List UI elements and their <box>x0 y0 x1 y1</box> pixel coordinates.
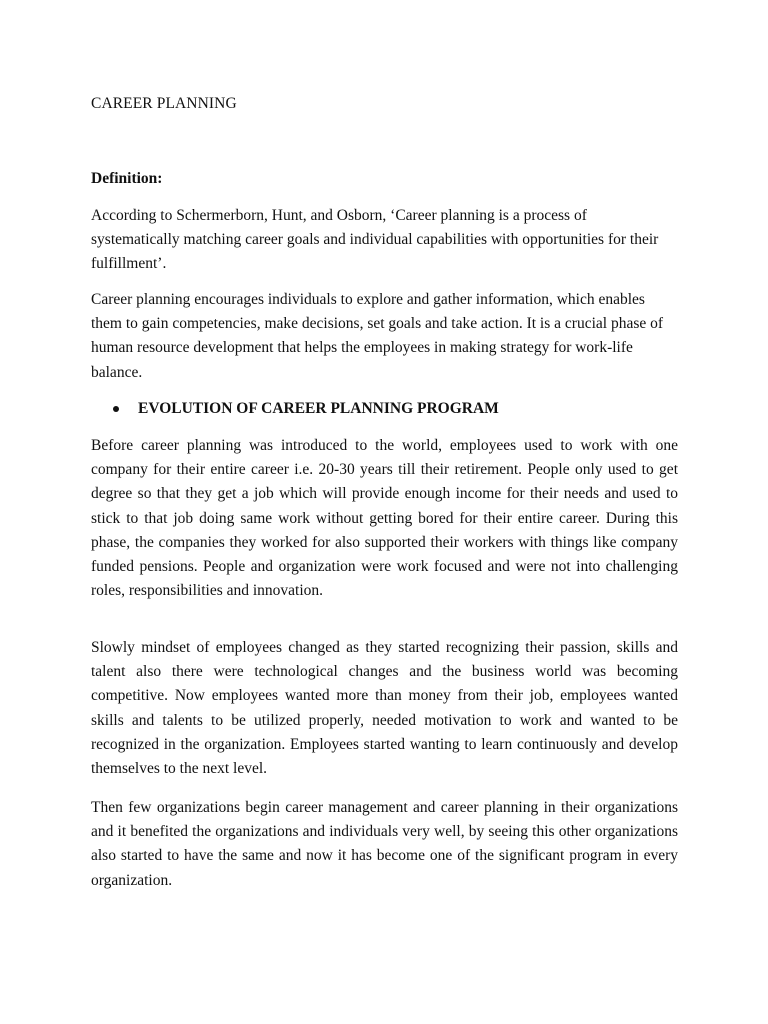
slowly-paragraph: Slowly mindset of employees changed as they started recognizing their passion, skills and talent also there were technological changes and the business world was becoming competitive. Now employees wanted more than money from their job, employees wanted skills and talents to be utilized properly, needed motivation to work and wanted to be recognized in the organization. Employees started wanting to learn continuously and develop themselves to the next level. <box>91 639 678 778</box>
bullet-heading-row <box>113 399 499 419</box>
bullet-icon <box>113 406 119 412</box>
encourages-paragraph: Career planning encourages individuals to explore and gather information, which enables them to gain competencies, make decisions, set goals and take action. It is a crucial phase of human resource development that helps the employees in making strategy for work-life balance. <box>91 291 664 381</box>
then-paragraph: Then few organizations begin career management and career planning in their organizations and it benefited the organizations and individuals very well, by seeing this other organizations also started to have the same and now it has become one of the significant program in every organization. <box>91 799 678 889</box>
document-title: CAREER PLANNING <box>91 95 237 112</box>
definition-heading: Definition: <box>91 170 163 187</box>
definition-paragraph: According to Schermerborn, Hunt, and Osborn, ‘Career planning is a process of systematically matching career goals and individual capabilities with opportunities for their fulfillment’. <box>91 207 659 273</box>
before-paragraph: Before career planning was introduced to the world, employees used to work with one company for their entire career i.e. 20-30 years till their retirement. People only used to get degree so that they get a job which will provide enough income for their needs and used to stick to that job doing same work without getting bored for their entire career. During this phase, the companies they worked for also supported their workers with things like company funded pensions. People and organization were work focused and were not into challenging roles, responsibilities and innovation. <box>91 437 678 600</box>
evolution-heading: EVOLUTION OF CAREER PLANNING PROGRAM <box>138 400 499 417</box>
